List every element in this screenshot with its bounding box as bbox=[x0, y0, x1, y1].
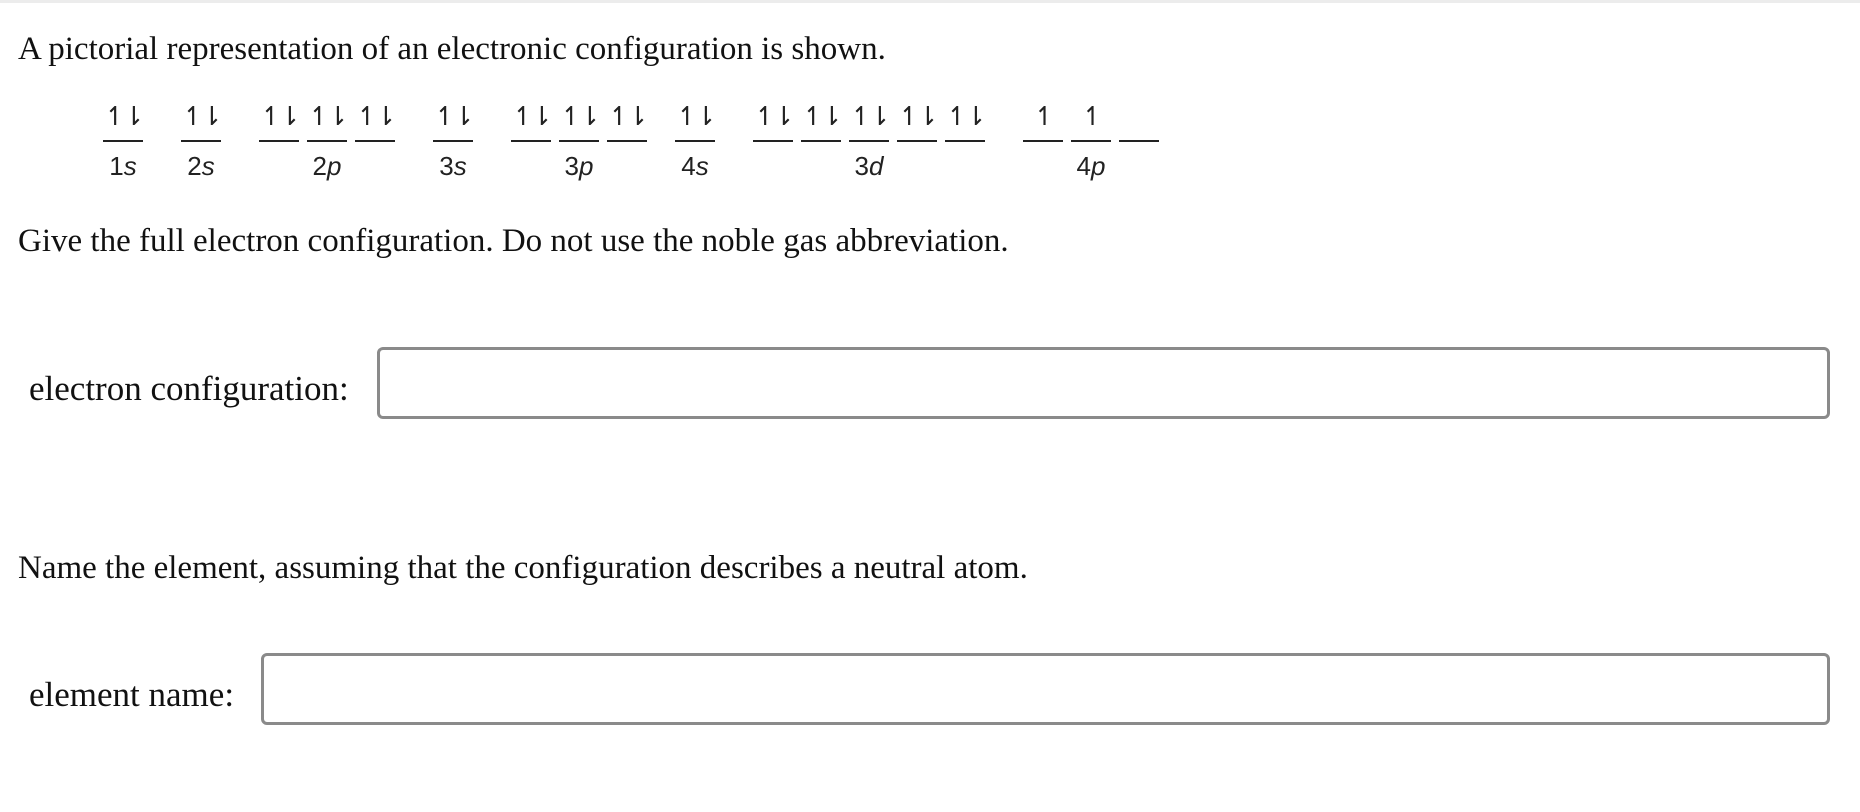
sublevel-label-4p: 4p bbox=[1076, 151, 1106, 181]
sublevel-label-2s: 2s bbox=[187, 151, 215, 181]
orbital-box-4p-1: ↿ bbox=[1023, 96, 1063, 142]
sublevel-label-3p: 3p bbox=[564, 151, 594, 181]
sublevel-label-1s: 1s bbox=[109, 151, 137, 181]
intro-prompt: A pictorial representation of an electronic configuration is shown. bbox=[18, 31, 886, 67]
electron-configuration-input[interactable] bbox=[377, 347, 1830, 419]
orbital-diagram bbox=[0, 0, 1860, 200]
orbital-box-1s: ↿⇂ bbox=[103, 96, 143, 142]
element-name-label: element name: bbox=[29, 675, 235, 714]
orbital-box-3d-2: ↿⇂ bbox=[801, 96, 841, 142]
orbital-box-2s: ↿⇂ bbox=[181, 96, 221, 142]
sublevel-label-3d: 3d bbox=[854, 151, 884, 181]
sublevel-label-2p: 2p bbox=[312, 151, 342, 181]
orbital-box-4s: ↿⇂ bbox=[675, 96, 715, 142]
orbital-box-3d-1: ↿⇂ bbox=[753, 96, 793, 142]
orbital-box-2p-2: ↿⇂ bbox=[307, 96, 347, 142]
instruction-prompt: Give the full electron configuration. Do not use the noble gas abbreviation. bbox=[18, 223, 1009, 259]
orbital-box-3d-4: ↿⇂ bbox=[897, 96, 937, 142]
orbital-box-3p-3: ↿⇂ bbox=[607, 96, 647, 142]
orbital-box-4p-3 bbox=[1119, 96, 1159, 142]
orbital-box-3p-1: ↿⇂ bbox=[511, 96, 551, 142]
orbital-box-3d-3: ↿⇂ bbox=[849, 96, 889, 142]
orbital-box-4p-2: ↿ bbox=[1071, 96, 1111, 142]
sublevel-label-3s: 3s bbox=[439, 151, 467, 181]
element-name-input[interactable] bbox=[261, 653, 1830, 725]
orbital-box-3s: ↿⇂ bbox=[433, 96, 473, 142]
orbital-box-2p-3: ↿⇂ bbox=[355, 96, 395, 142]
orbital-box-3p-2: ↿⇂ bbox=[559, 96, 599, 142]
orbital-box-3d-5: ↿⇂ bbox=[945, 96, 985, 142]
sublevel-label-4s: 4s bbox=[681, 151, 709, 181]
orbital-box-2p-1: ↿⇂ bbox=[259, 96, 299, 142]
electron-configuration-label: electron configuration: bbox=[29, 369, 349, 408]
element-question-prompt: Name the element, assuming that the configuration describes a neutral atom. bbox=[18, 550, 1028, 586]
